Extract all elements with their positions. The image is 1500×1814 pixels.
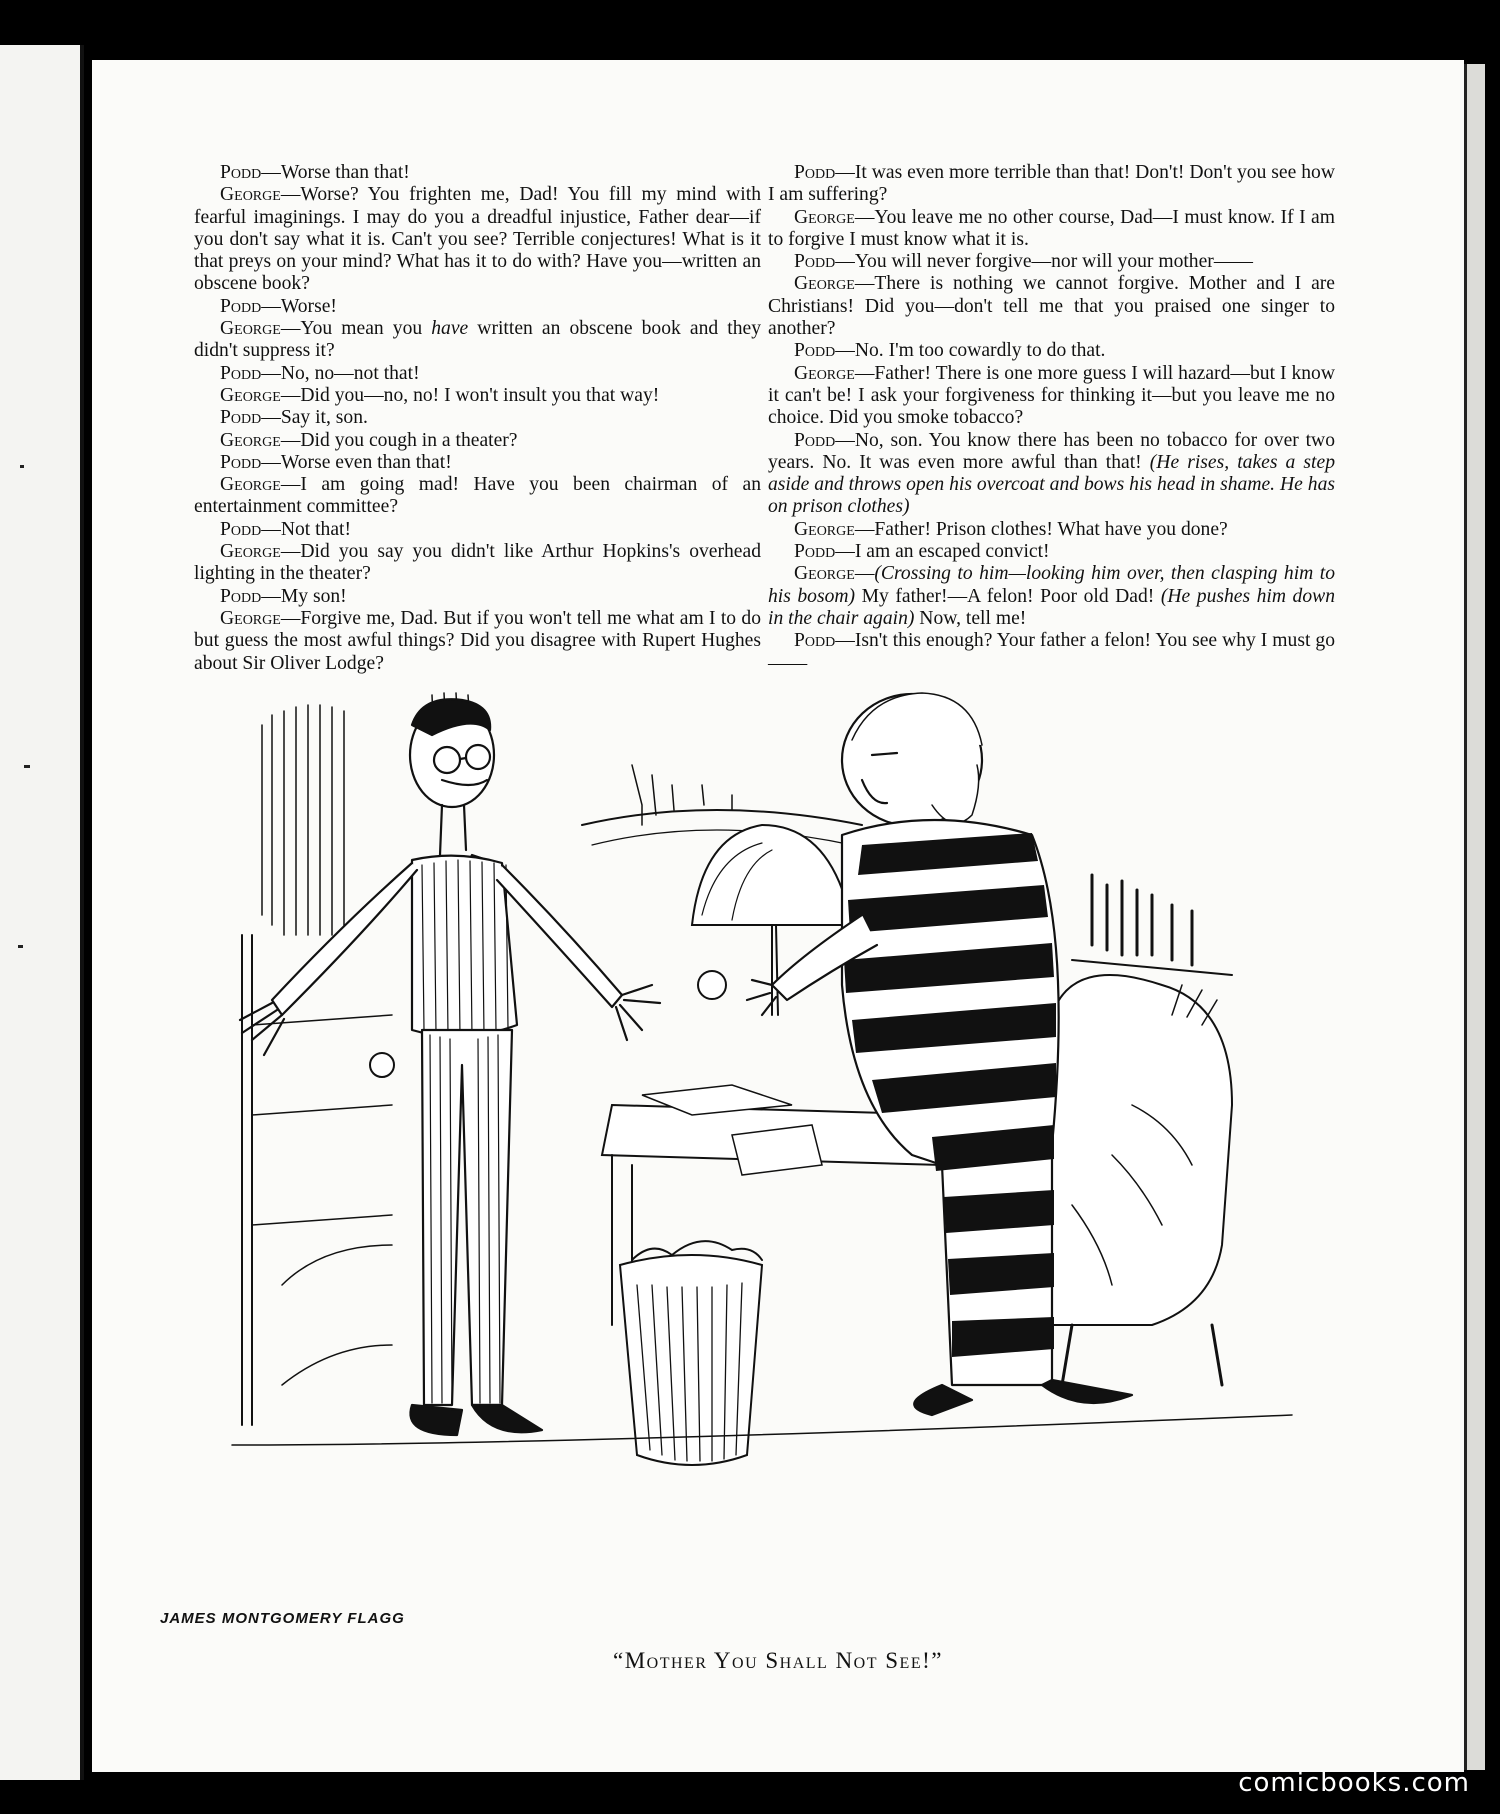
- dialogue-line: Podd—You will never forgive—nor will your mother——: [794, 251, 1254, 273]
- dialogue-line: George—Did you cough in a theater?: [220, 429, 518, 451]
- dialogue-line: Podd—Say it, son.: [220, 407, 368, 429]
- artist-signature: JAMES MONTGOMERY FLAGG: [160, 1610, 405, 1627]
- floor-line: [232, 1415, 1292, 1445]
- watermark: comicbooks.com: [1238, 1768, 1470, 1798]
- dialogue-line: George—Father! Prison clothes! What have you done?: [794, 518, 1228, 540]
- stage-direction: (He pushes him down in the chair again): [768, 585, 1336, 629]
- dialogue-line: George—You mean you have written an obscene book and they didn't suppress it?: [194, 318, 761, 362]
- dialogue-line: Podd—I am an escaped convict!: [794, 541, 1050, 563]
- george-left-shoe: [410, 1405, 462, 1435]
- george-right-shoe: [472, 1405, 542, 1432]
- dialogue-line: Podd—Isn't this enough? Your father a felon! You see why I must go——: [768, 630, 1335, 674]
- door-panel: [242, 935, 394, 1425]
- george-figure: [240, 699, 660, 1435]
- dialogue-line: Podd—Not that!: [220, 518, 352, 540]
- dialogue-line: George—Forgive me, Dad. But if you won't tell me what am I to do but guess the most awful things? Did you disagree with Rupert Hughes about Sir Oliver Lodge?: [194, 607, 761, 674]
- podd-left-shoe: [914, 1385, 972, 1415]
- dialogue-line: Podd—My son!: [220, 585, 347, 607]
- left-text-column: [194, 162, 761, 675]
- dialogue-line: George—(Crossing to him—looking him over, then clasping him to his bosom) My father!—A felon! Poor old Dad! (He pushes him down in the chair again) Now, tell me!: [768, 563, 1336, 629]
- dialogue-line: George—You leave me no other course, Dad—I must know. If I am to forgive I must know what it is.: [768, 206, 1335, 250]
- illustration-caption: “Mother You Shall Not See!”: [613, 1648, 943, 1673]
- stage-direction: (Crossing to him—looking him over, then clasping him to his bosom): [768, 563, 1335, 607]
- dialogue-line: Podd—Worse than that!: [220, 162, 410, 183]
- dialogue-line: George—There is nothing we cannot forgive. Mother and I are Christians! Did you—don't tell me that you praised one singer to another?: [768, 273, 1335, 340]
- page-edge-right: [1464, 64, 1485, 1770]
- podd-right-shoe: [1042, 1380, 1132, 1403]
- dialogue-line: Podd—Worse!: [220, 295, 337, 317]
- dialogue-line: George—Worse? You frighten me, Dad! You fill my mind with fearful imaginings. I may do you a dreadful injustice, Father dear—if you don't say what it is. Can't you see? Terrible conjectures! What is it that preys on your mind? What has it to do with? Have you—written an obscene book?: [194, 184, 761, 295]
- dialogue-line: Podd—Worse even than that!: [220, 451, 452, 473]
- wastebasket: [620, 1241, 762, 1465]
- stage-direction: (He rises, takes a step aside and throws open his overcoat and bows his head in shame. He has on prison clothes): [768, 451, 1335, 518]
- dialogue-line: George—Father! There is one more guess I will hazard—but I know it can't be! I ask your forgiveness for thinking it—but you leave me no choice. Did you smoke tobacco?: [768, 362, 1335, 429]
- george-right-arm: [497, 865, 622, 1007]
- right-text-column: [768, 162, 1335, 675]
- dialogue-line: Podd—No, no—not that!: [220, 362, 420, 384]
- dialogue-line: Podd—No, son. You know there has been no tobacco for over two years. No. It was even more awful than that! (He rises, takes a step aside and throws open his overcoat and bows his head in shame. He has on prison clothes): [768, 429, 1335, 518]
- dialogue-line: Podd—No. I'm too cowardly to do that.: [794, 340, 1106, 362]
- dialogue-line: George—Did you say you didn't like Arthur Hopkins's overhead lighting in the theater?: [194, 541, 761, 585]
- bookshelf: [1072, 875, 1232, 975]
- magazine-page: [92, 60, 1464, 1772]
- previous-page-edge: [0, 45, 84, 1780]
- dialogue-line: Podd—It was even more terrible than that! Don't! Don't you see how I am suffering?: [768, 162, 1335, 206]
- cartoon-illustration: [172, 685, 1412, 1585]
- dialogue-line: George—I am going mad! Have you been chairman of an entertainment committee?: [194, 474, 761, 518]
- dialogue-line: George—Did you—no, no! I won't insult you that way!: [220, 384, 660, 406]
